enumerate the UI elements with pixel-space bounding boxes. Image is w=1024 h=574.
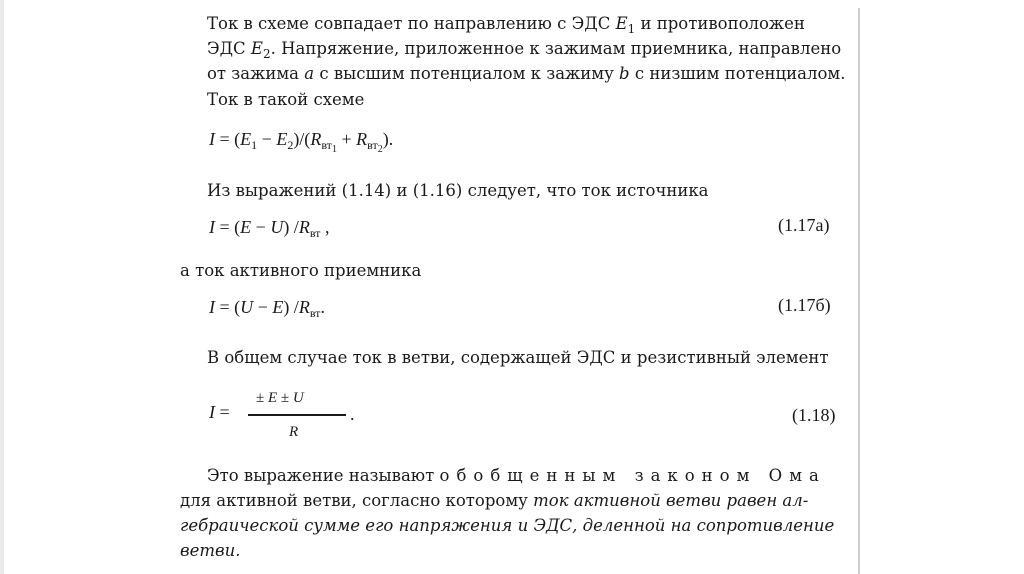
equation-1-18-lhs: I = bbox=[209, 402, 230, 422]
fraction-bar bbox=[248, 414, 346, 416]
left-edge-shade bbox=[0, 0, 4, 574]
text-line: ветви. bbox=[180, 541, 241, 560]
text-line: ЭДС $E_2$. Напряжение, приложенное к зажимам приемника, направлено bbox=[207, 39, 842, 61]
equation-1-17b: I = (U − E) $/R_{вт}$. bbox=[209, 297, 325, 320]
equation-1-17a: I = (E − U) $/R_{вт}$ , bbox=[209, 217, 330, 240]
equation-1: $I = (E_1 - E_2)/(R_{вт_1} + R_{вт_2})$. bbox=[209, 129, 394, 155]
equation-1-18-end: . bbox=[350, 404, 355, 424]
text-line: Это выражение называют обобщенным законом Ома bbox=[207, 466, 826, 485]
text-line: В общем случае ток в ветви, содержащей ЭДС и резистивный элемент bbox=[207, 348, 829, 367]
text-line: от зажима a с высшим потенциалом к зажиму b с низшим потенциалом. bbox=[207, 64, 846, 83]
text-line: Из выражений (1.14) и (1.16) следует, что ток источника bbox=[207, 181, 709, 200]
page-right-border bbox=[858, 8, 860, 574]
fraction-denominator: R bbox=[289, 424, 299, 440]
fraction-numerator: ± E ± U bbox=[256, 390, 304, 406]
text-line: Ток в схеме совпадает по направлению с ЭДС $E_1$ и противоположен bbox=[207, 14, 805, 36]
text-line: Ток в такой схеме bbox=[207, 90, 365, 109]
text-line: для активной ветви, согласно которому ток активной ветви равен ал- bbox=[180, 491, 809, 510]
equation-number: (1.18) bbox=[792, 405, 836, 425]
text-line: а ток активного приемника bbox=[180, 261, 422, 280]
equation-number: (1.17б) bbox=[778, 295, 831, 315]
equation-number: (1.17а) bbox=[778, 215, 830, 235]
text-line: гебраической сумме его напряжения и ЭДС, деленной на сопротивление bbox=[180, 516, 835, 535]
